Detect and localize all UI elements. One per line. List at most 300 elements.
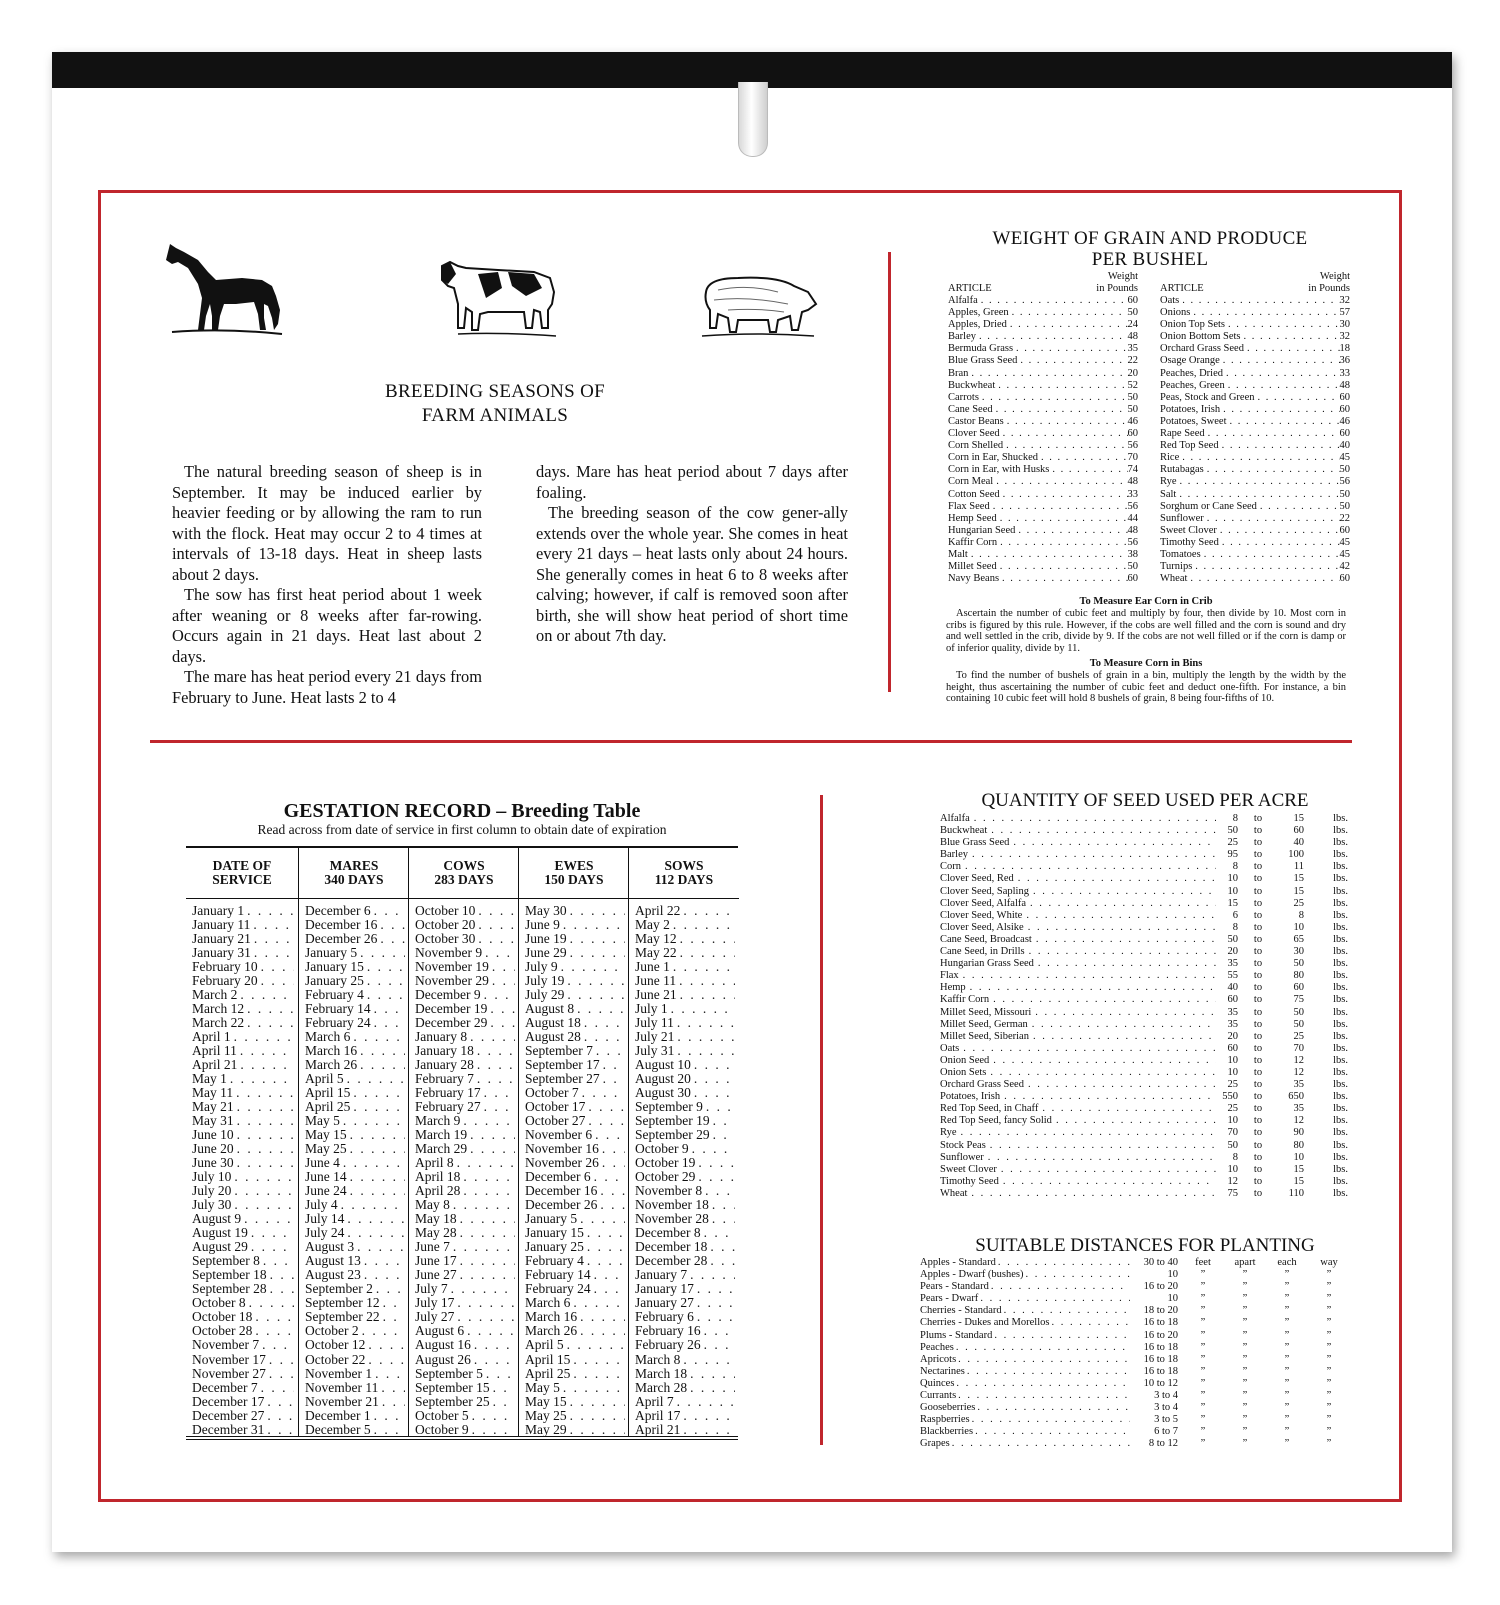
grain-row — [948, 331, 1138, 343]
planting-row — [920, 1342, 1350, 1354]
grain-row — [948, 392, 1138, 404]
gestation-cell — [192, 1409, 294, 1423]
planting-row — [920, 1354, 1350, 1366]
gestation-cell — [305, 1044, 405, 1058]
gestation-cell — [415, 1212, 515, 1226]
gestation-date: July 29 — [525, 988, 565, 1003]
dot-leader — [454, 1296, 515, 1310]
dot-leader — [1029, 1031, 1216, 1043]
planting-apart: ” — [1242, 1341, 1248, 1353]
dot-leader — [987, 825, 1216, 837]
grain-article: Flax Seed — [948, 500, 990, 512]
dot-leader — [380, 1296, 405, 1310]
gestation-date: January 21 — [192, 932, 251, 947]
grain-row — [1160, 368, 1350, 380]
dot-leader — [244, 1002, 294, 1016]
seed-name: Potatoes, Irish — [940, 1091, 1001, 1103]
gestation-date: March 19 — [415, 1128, 468, 1143]
seed-min: 35 — [1227, 1006, 1238, 1018]
dot-leader — [474, 1058, 515, 1072]
dot-leader — [347, 1128, 405, 1142]
gestation-date: July 20 — [192, 1184, 232, 1199]
gestation-date: May 5 — [525, 1380, 560, 1395]
planting-each: ” — [1284, 1377, 1290, 1389]
planting-plant: Currants — [920, 1390, 957, 1402]
seed-unit: lbs. — [1333, 958, 1348, 970]
dot-leader — [460, 1184, 515, 1198]
bins-text: To find the number of bushels of grain in a bin, multiply the length by the width by the height, thus ascertaining the number of cubic feet and deduct one-fifth. For instance, a bin containing 10 cubic feet will hold 8 bushels of grain, 8 being four-fifths of 10. — [946, 669, 1346, 705]
seed-to: to — [1253, 921, 1263, 933]
planting-row — [920, 1317, 1350, 1329]
gestation-cell — [192, 1324, 294, 1338]
dot-leader — [687, 1381, 735, 1395]
dot-leader — [1017, 355, 1127, 367]
gestation-cell — [415, 974, 515, 988]
dot-leader — [1003, 440, 1127, 452]
dot-leader — [483, 1367, 515, 1381]
seed-max: 10 — [1293, 1151, 1304, 1163]
grain-weight: 50 — [1127, 561, 1138, 573]
gestation-cell — [305, 904, 405, 918]
dot-leader — [371, 904, 405, 918]
planting-feet: ” — [1200, 1390, 1206, 1402]
dot-leader — [1220, 404, 1339, 416]
seed-min: 25 — [1227, 837, 1238, 849]
planting-each: ” — [1284, 1426, 1290, 1438]
seed-row — [940, 1103, 1348, 1115]
seed-max: 12 — [1293, 1054, 1304, 1066]
gestation-date: September 19 — [635, 1114, 710, 1129]
gestation-cell — [635, 1142, 735, 1156]
planting-each: ” — [1284, 1402, 1290, 1414]
seed-min: 95 — [1227, 849, 1238, 861]
gestation-cell — [305, 946, 405, 960]
seed-row — [940, 994, 1348, 1006]
seed-name: Clover Seed, Alfalfa — [940, 897, 1027, 909]
dot-leader — [350, 1100, 405, 1114]
grain-weight: 60 — [1339, 391, 1350, 403]
seed-max: 650 — [1288, 1091, 1304, 1103]
gestation-header-line1: EWES — [554, 858, 594, 873]
seed-unit: lbs. — [1333, 1103, 1348, 1115]
gestation-date: July 10 — [192, 1170, 232, 1185]
seed-min: 25 — [1227, 1103, 1238, 1115]
dot-leader — [457, 1212, 515, 1226]
planting-way: ” — [1326, 1390, 1332, 1402]
planting-feet: ” — [1200, 1293, 1206, 1305]
seed-min: 6 — [1232, 909, 1238, 921]
grain-weight: 74 — [1127, 464, 1138, 476]
planting-each: ” — [1284, 1438, 1290, 1450]
gestation-date: September 22 — [305, 1310, 380, 1325]
dot-leader — [380, 1310, 405, 1324]
grain-article: Tomatoes — [1160, 548, 1201, 560]
gestation-cell — [525, 1030, 625, 1044]
seed-to: to — [1253, 1163, 1263, 1175]
gestation-date: December 5 — [305, 1422, 371, 1437]
gestation-cell — [305, 1128, 405, 1142]
grain-row — [948, 295, 1138, 307]
seed-name: Clover Seed, Red — [940, 873, 1014, 885]
dot-leader — [584, 1254, 625, 1268]
weight-header-line1: Weight — [1107, 271, 1138, 282]
planting-apart: ” — [1242, 1365, 1248, 1377]
gestation-column — [298, 848, 409, 1436]
dot-leader — [695, 1170, 735, 1184]
gestation-cell — [192, 1198, 294, 1212]
dot-leader — [558, 960, 625, 974]
planting-distance: 16 to 18 — [1143, 1317, 1178, 1329]
gestation-cell — [305, 1395, 405, 1409]
seed-max: 12 — [1293, 1115, 1304, 1127]
dot-leader — [979, 392, 1128, 404]
seed-min: 75 — [1227, 1187, 1238, 1199]
seed-row — [940, 1007, 1348, 1019]
planting-each: ” — [1284, 1269, 1290, 1281]
gestation-date: January 1 — [192, 904, 245, 918]
gestation-date: September 7 — [525, 1044, 593, 1059]
gestation-cell — [305, 1268, 405, 1282]
dot-leader — [364, 988, 405, 1002]
gestation-cell — [635, 904, 735, 918]
dot-leader — [474, 1044, 515, 1058]
dot-leader — [691, 1072, 735, 1086]
gestation-cell — [525, 1381, 625, 1395]
seed-unit: lbs. — [1333, 837, 1348, 849]
gestation-cell — [305, 974, 405, 988]
dot-leader — [347, 1142, 405, 1156]
grain-weight: 40 — [1339, 440, 1350, 452]
seed-row — [940, 898, 1348, 910]
gestation-cell — [415, 1198, 515, 1212]
dot-leader — [680, 1409, 735, 1423]
seed-max: 100 — [1288, 849, 1304, 861]
dot-leader — [258, 1381, 294, 1395]
dot-leader — [1227, 416, 1340, 428]
dot-leader — [266, 1367, 294, 1381]
gestation-cell — [192, 1338, 294, 1352]
grain-weight: 57 — [1339, 307, 1350, 319]
gestation-date: October 30 — [415, 932, 476, 947]
gestation-cell — [415, 1114, 515, 1128]
dot-leader — [1187, 573, 1339, 585]
dot-leader — [260, 1254, 294, 1268]
seed-unit: lbs. — [1333, 921, 1348, 933]
grain-article: Oats — [1160, 295, 1180, 306]
seed-name: Cane Seed, in Drills — [940, 946, 1025, 958]
planting-plant: Cherries - Dukes and Morellos — [920, 1317, 1050, 1329]
seed-min: 40 — [1227, 982, 1238, 994]
planting-plant: Cherries - Standard — [920, 1305, 1002, 1317]
gestation-date: January 25 — [525, 1240, 584, 1255]
gestation-cell — [305, 1100, 405, 1114]
grain-article: Rape Seed — [1160, 428, 1205, 440]
planting-row — [920, 1402, 1350, 1414]
gestation-header-line2: 112 DAYS — [654, 872, 714, 887]
gestation-cell — [525, 1086, 625, 1100]
planting-way: ” — [1326, 1414, 1332, 1426]
grain-row — [1160, 428, 1350, 440]
gestation-date: October 8 — [192, 1296, 246, 1311]
dot-leader — [702, 1184, 735, 1198]
weight-header — [1308, 271, 1350, 295]
weight-header-line1: Weight — [1319, 271, 1350, 282]
seed-min: 60 — [1227, 994, 1238, 1006]
dot-leader — [1049, 1317, 1130, 1329]
gestation-cell — [305, 1282, 405, 1296]
dot-leader — [959, 970, 1216, 982]
planting-row — [920, 1281, 1350, 1293]
dot-leader — [231, 1184, 294, 1198]
seed-unit: lbs. — [1333, 909, 1348, 921]
dot-leader — [241, 1212, 294, 1226]
gestation-cell — [415, 1338, 515, 1352]
dot-leader — [481, 988, 515, 1002]
dot-leader — [677, 932, 735, 946]
gestation-date: May 22 — [635, 946, 677, 961]
planting-feet: ” — [1200, 1377, 1206, 1389]
planting-each: ” — [1284, 1281, 1290, 1293]
planting-feet: ” — [1200, 1365, 1206, 1377]
seed-row — [940, 886, 1348, 898]
gestation-date: July 31 — [635, 1044, 675, 1059]
dot-leader — [1038, 452, 1128, 464]
dot-leader — [564, 988, 625, 1002]
dot-leader — [457, 1254, 515, 1268]
dot-leader — [373, 1282, 405, 1296]
gestation-date: September 15 — [415, 1380, 490, 1395]
gestation-cell — [305, 1226, 405, 1240]
gestation-date: June 24 — [305, 1184, 347, 1199]
dot-leader — [954, 1378, 1130, 1390]
planting-way: ” — [1326, 1438, 1332, 1450]
seed-to: to — [1253, 813, 1263, 824]
gestation-cell — [635, 932, 735, 946]
gestation-date: April 25 — [525, 1366, 571, 1381]
gestation-date: July 19 — [525, 974, 565, 989]
dot-leader — [1024, 1079, 1216, 1091]
dot-leader — [701, 1338, 735, 1352]
planting-apart: ” — [1242, 1293, 1248, 1305]
grain-weight: 50 — [1339, 464, 1350, 476]
grain-row — [1160, 307, 1350, 319]
grain-weight: 38 — [1127, 548, 1138, 560]
gestation-date: June 19 — [525, 932, 567, 947]
gestation-cell — [635, 1212, 735, 1226]
gestation-cell — [192, 1423, 294, 1437]
grain-row — [1160, 331, 1350, 343]
gestation-date: April 5 — [525, 1338, 564, 1353]
gestation-cell — [305, 1184, 405, 1198]
dot-leader — [338, 1198, 405, 1212]
dot-leader — [1024, 1269, 1130, 1281]
gestation-cell — [192, 1030, 294, 1044]
seed-row — [940, 1079, 1348, 1091]
gestation-cell — [305, 1114, 405, 1128]
planting-row — [920, 1257, 1350, 1269]
dot-leader — [1225, 319, 1340, 331]
dot-leader — [954, 1342, 1130, 1354]
planting-each: ” — [1284, 1341, 1290, 1353]
dot-leader — [481, 1100, 515, 1114]
seed-name: Red Top Seed, in Chaff — [940, 1103, 1039, 1115]
dot-leader — [701, 1324, 735, 1338]
gestation-cell — [635, 1016, 735, 1030]
gestation-date: October 22 — [305, 1352, 366, 1367]
gestation-table — [186, 846, 738, 1440]
grain-article: Malt — [948, 548, 968, 560]
gestation-cell — [525, 932, 625, 946]
dot-leader — [252, 1324, 294, 1338]
gestation-cell — [305, 1072, 405, 1086]
dot-leader — [1022, 910, 1216, 922]
dot-leader — [694, 1296, 735, 1310]
seed-row — [940, 1127, 1348, 1139]
seed-to: to — [1253, 982, 1263, 994]
dot-leader — [340, 1114, 405, 1128]
dot-leader — [233, 1086, 294, 1100]
grain-article: Sorghum or Cane Seed — [1160, 500, 1257, 512]
gestation-date: April 21 — [192, 1058, 238, 1073]
gestation-date: June 27 — [415, 1268, 457, 1283]
gestation-cell — [192, 1100, 294, 1114]
dot-leader — [996, 1257, 1130, 1269]
gestation-date: January 31 — [192, 946, 251, 961]
gestation-date: September 27 — [525, 1072, 600, 1087]
dot-leader — [676, 974, 735, 988]
bins-title: To Measure Corn in Bins — [1089, 657, 1203, 669]
seed-name: Corn — [940, 861, 961, 873]
dot-leader — [976, 331, 1128, 343]
seed-name: Timothy Seed — [940, 1175, 999, 1187]
gestation-cell — [525, 1142, 625, 1156]
gestation-cell — [525, 1002, 625, 1016]
planting-distance: 3 to 4 — [1154, 1390, 1178, 1402]
seed-min: 10 — [1227, 885, 1238, 897]
gestation-date: February 14 — [305, 1002, 371, 1017]
gestation-date: December 26 — [305, 932, 378, 947]
grain-row — [948, 452, 1138, 464]
dot-leader — [1034, 958, 1216, 970]
planting-row — [920, 1390, 1350, 1402]
gestation-cell — [525, 1100, 625, 1114]
grain-row — [948, 573, 1138, 585]
breeding-paragraph: The breeding season of the cow gener-ally extends over the whole year. She comes in heat every 21 days – heat lasts only about 24 hours. She generally comes in heat 6 to 8 weeks after calving; however, if calf is removed soon after birth, she will show heat period of short time on or about 7th day. — [536, 503, 848, 645]
gestation-date: May 31 — [192, 1114, 234, 1129]
gestation-date: May 12 — [635, 932, 677, 947]
planting-plant: Blackberries — [920, 1426, 974, 1438]
dot-leader — [1038, 1103, 1216, 1115]
seed-name: Red Top Seed, fancy Solid — [940, 1115, 1052, 1127]
planting-distance: 8 to 12 — [1148, 1438, 1178, 1450]
grain-weight: 42 — [1339, 561, 1350, 573]
grain-weight: 50 — [1339, 500, 1350, 512]
planting-plant: Pears - Dwarf — [920, 1293, 979, 1305]
planting-row — [920, 1366, 1350, 1378]
grain-weight: 45 — [1339, 452, 1350, 464]
gestation-cell — [635, 1184, 735, 1198]
planting-way: ” — [1326, 1426, 1332, 1438]
grain-row — [1160, 525, 1350, 537]
gestation-date: August 30 — [635, 1086, 691, 1101]
gestation-cell — [635, 1100, 735, 1114]
grain-weight: 56 — [1127, 440, 1138, 452]
gestation-date: October 9 — [635, 1142, 689, 1157]
gestation-date: January 5 — [525, 1212, 578, 1227]
seed-row — [940, 1043, 1348, 1055]
planting-apart: ” — [1242, 1390, 1248, 1402]
gestation-header-line2: 283 DAYS — [434, 872, 494, 887]
gestation-date: May 11 — [192, 1086, 234, 1101]
gestation-cell — [415, 988, 515, 1002]
dot-leader — [997, 561, 1128, 573]
dot-leader — [567, 1409, 625, 1423]
gestation-cell — [305, 932, 405, 946]
gestation-date: August 6 — [415, 1324, 465, 1339]
gestation-cell — [415, 1100, 515, 1114]
gestation-date: December 6 — [305, 904, 371, 918]
dot-leader — [457, 1226, 515, 1240]
seed-to: to — [1253, 1103, 1263, 1115]
gestation-cell — [192, 1212, 294, 1226]
gestation-cell — [415, 1324, 515, 1338]
dot-leader — [707, 1240, 735, 1254]
gestation-date: September 12 — [305, 1296, 380, 1311]
dot-leader — [674, 1030, 735, 1044]
dot-leader — [978, 295, 1128, 307]
dot-leader — [1049, 464, 1127, 476]
gestation-date: March 6 — [305, 1030, 351, 1045]
grain-table-header — [1160, 271, 1350, 295]
dot-leader — [567, 1395, 625, 1409]
gestation-date: July 30 — [192, 1198, 232, 1213]
gestation-date: May 29 — [525, 1422, 567, 1437]
seed-min: 10 — [1227, 1115, 1238, 1127]
gestation-date: February 10 — [192, 960, 258, 975]
gestation-date: August 20 — [635, 1072, 691, 1087]
grain-notes — [946, 594, 1346, 705]
grain-article: Carrots — [948, 391, 979, 403]
seed-unit: lbs. — [1333, 1066, 1348, 1078]
dot-leader — [267, 1268, 294, 1282]
planting-each: ” — [1284, 1414, 1290, 1426]
dot-leader — [694, 1282, 735, 1296]
horse-icon — [164, 238, 286, 340]
seed-unit: lbs. — [1333, 970, 1348, 982]
planting-apart: apart — [1234, 1257, 1256, 1268]
gestation-cell — [192, 1268, 294, 1282]
gestation-header — [299, 848, 409, 899]
gestation-date: November 21 — [305, 1394, 379, 1409]
planting-feet: ” — [1200, 1269, 1206, 1281]
gestation-cell — [415, 1128, 515, 1142]
dot-leader — [234, 1128, 294, 1142]
planting-distance: 10 — [1167, 1293, 1178, 1305]
seed-to: to — [1253, 1006, 1263, 1018]
seed-name: Millet Seed, German — [940, 1018, 1028, 1030]
dot-leader — [471, 1353, 515, 1367]
gestation-cells — [519, 899, 629, 1437]
gestation-column — [628, 848, 739, 1436]
gestation-cell — [305, 988, 405, 1002]
seed-to: to — [1253, 825, 1263, 837]
planting-each: ” — [1284, 1305, 1290, 1317]
gestation-cell — [635, 1114, 735, 1128]
gestation-date: January 15 — [305, 960, 364, 975]
dot-leader — [992, 1330, 1130, 1342]
gestation-date: September 17 — [525, 1058, 600, 1073]
gestation-date: April 21 — [635, 1422, 681, 1437]
